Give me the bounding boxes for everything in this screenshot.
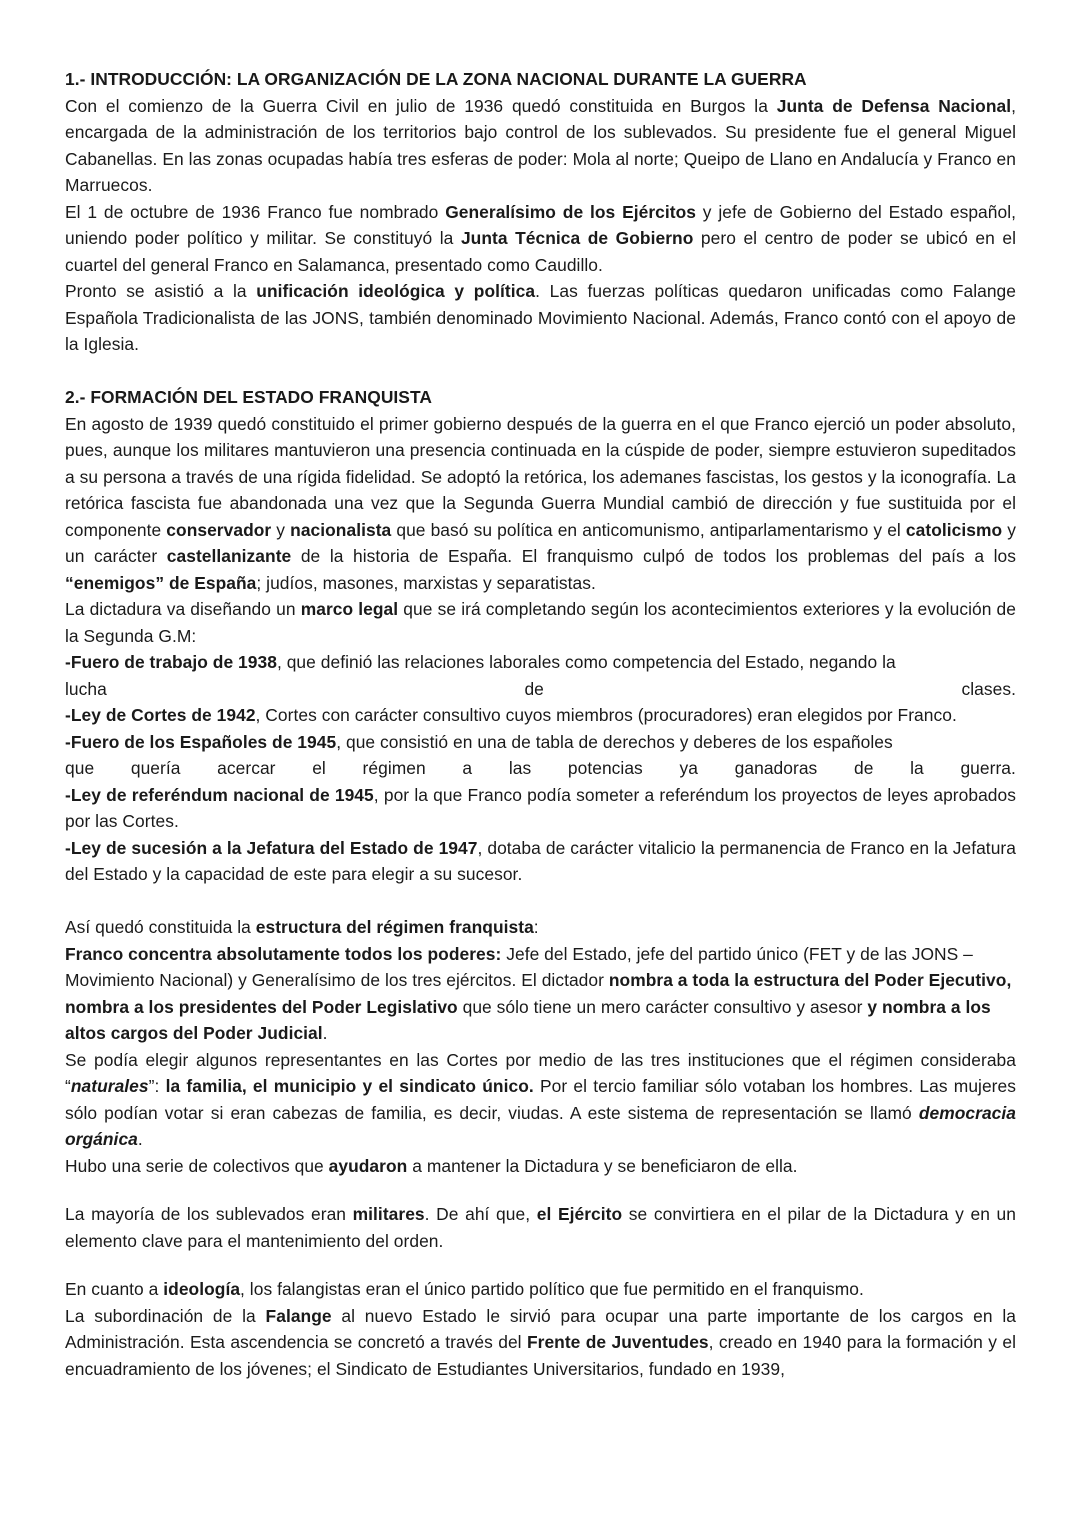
word: el: [312, 758, 326, 778]
text-run: , los falangistas eran el único partido político que fue permitido en el franquismo.: [240, 1279, 864, 1299]
text-run: que basó su política en anticomunismo, antiparlamentarismo y el: [391, 519, 906, 540]
bold-text: ideología: [163, 1279, 241, 1299]
text-run: Hubo una serie de colectivos que: [65, 1155, 329, 1176]
section-1-heading: 1.- INTRODUCCIÓN: LA ORGANIZACIÓN DE LA ZONA NACIONAL DURANTE LA GUERRA: [65, 69, 807, 89]
text-run: En agosto de 1939 quedó constituido el primer gobierno después de la guerra en el que Franco ejerció un poder absoluto, pues, aunque los militares mantuvieron una presencia continuada en la cúspide de poder, siempre estuvieron supeditados a su persona a través de una rígida fidelidad. Se adoptó la retórica, los ademanes fascistas, los gestos y la iconografía. La retórica fascista fue abandonada una vez que la Segunda Guerra Mundial cambió de dirección y fue sustituida por el componente: [65, 413, 1016, 540]
bold-text: estructura del régimen franquista: [255, 917, 534, 937]
bold-text: militares: [352, 1204, 425, 1224]
paragraph: [65, 1153, 1016, 1180]
text-run: que se irá completando según los acontecimientos exteriores y la evolución de la Segunda G.M:: [65, 599, 1016, 646]
word: la: [910, 758, 924, 778]
word: de: [524, 678, 544, 699]
bold-text: naturales: [70, 1076, 149, 1096]
paragraph: [65, 1303, 1016, 1383]
bold-text: Junta Técnica de Gobierno: [460, 228, 694, 248]
text-run: , que definió las relaciones laborales como competencia del Estado, negando la: [276, 652, 896, 672]
bold-text: nombra a toda la estructura del Poder Ejecutivo, nombra a los presidentes del Poder Legislativo: [65, 970, 1012, 1017]
bold-text: Generalísimo de los Ejércitos: [445, 201, 696, 222]
text-run: , dotaba de carácter vitalicio la permanencia de Franco en la Jefatura del Estado y la capacidad de este para elegir a su sucesor.: [65, 837, 1016, 884]
paragraph: [65, 199, 1016, 279]
word: régimen: [362, 758, 426, 778]
word: clases.: [961, 678, 1016, 699]
bold-text: castellanizante: [166, 546, 292, 566]
text-run: a mantener la Dictadura y se beneficiaron de ella.: [407, 1155, 798, 1176]
section-estructura: [65, 914, 1016, 1382]
section-formacion: [65, 384, 1016, 888]
text-run: pero el centro de poder se ubicó en el cuartel del general Franco en Salamanca, presentado como Caudillo.: [65, 228, 1016, 275]
paragraph: [65, 1276, 1016, 1303]
bold-text: “enemigos” de España: [65, 572, 257, 593]
text-run: El 1 de octubre de 1936 Franco fue nombrado: [65, 201, 446, 222]
text-run: La mayoría de los sublevados eran: [65, 1204, 353, 1224]
law-fuero-trabajo: [65, 649, 1016, 676]
bold-text: -Ley de Cortes de 1942: [65, 705, 256, 725]
bold-text: marco legal: [300, 599, 399, 619]
text-run: . Las fuerzas políticas quedaron unificadas como Falange Española Tradicionalista de las JONS, también denominado Movimiento Nacional. Además, Franco contó con el apoyo de la Iglesia.: [65, 281, 1016, 354]
bold-text: Junta de Defensa Nacional: [776, 95, 1012, 116]
text-run: .: [137, 1129, 143, 1149]
bold-text: unificación ideológica y política: [256, 281, 536, 301]
paragraph: [65, 1201, 1016, 1254]
text-run: y un carácter: [65, 519, 1016, 566]
text-run: al nuevo Estado le sirvió para ocupar una parte importante de los cargos en la Administración. Esta ascendencia se concretó a través del: [65, 1305, 1016, 1352]
word: de: [853, 758, 874, 778]
word: ganadoras: [734, 758, 818, 778]
law-ley-cortes: [65, 702, 1016, 729]
text-run: ”:: [148, 1076, 166, 1096]
word: potencias: [567, 758, 643, 778]
text-run: Se podía elegir algunos representantes en las Cortes por medio de las tres instituciones que el régimen consideraba “: [65, 1049, 1016, 1096]
text-run: :: [533, 917, 539, 937]
bold-text: conservador: [166, 519, 272, 540]
bold-text: -Ley de sucesión a la Jefatura del Estado de 1947: [65, 837, 478, 858]
paragraph: [65, 914, 1016, 941]
bold-text: catolicismo: [905, 519, 1003, 540]
bold-text: Franco concentra absolutamente todos los poderes:: [65, 943, 502, 964]
text-run: , encargada de la administración de los territorios bajo control de los sublevados. Su presidente fue el general Miguel Cabanellas. En las zonas ocupadas había tres esferas de poder: Mola al norte; Queipo de Llano en Andalucía y Franco en Marruecos.: [65, 95, 1016, 195]
law-fuero-trabajo-spread-line: [65, 676, 1016, 703]
bold-text: ayudaron: [328, 1155, 408, 1176]
paragraph: [65, 596, 1016, 649]
text-run: .: [322, 1023, 328, 1043]
word: ya: [679, 758, 698, 778]
word: que: [65, 758, 95, 778]
paragraph: [65, 1047, 1016, 1153]
bold-text: el Ejército: [536, 1204, 623, 1224]
text-run: de la historia de España. El franquismo culpó de todos los problemas del país a los: [291, 546, 1016, 566]
word: acercar: [217, 758, 276, 778]
bold-text: -Fuero de los Españoles de 1945: [65, 731, 337, 752]
paragraph: [65, 941, 1016, 1047]
bold-text: la familia, el municipio y el sindicato único.: [165, 1076, 534, 1096]
section-introduccion: [65, 66, 1016, 358]
text-run: La subordinación de la: [65, 1305, 266, 1326]
bold-text: -Ley de referéndum nacional de 1945: [65, 784, 374, 805]
bold-text: Frente de Juventudes: [526, 1332, 709, 1352]
bold-text: democracia orgánica: [65, 1102, 1016, 1149]
text-run: Así quedó constituida la: [65, 917, 256, 937]
word: quería: [130, 758, 181, 778]
text-run: y: [271, 519, 291, 540]
word: lucha: [65, 678, 107, 699]
text-run: Jefe del Estado, jefe del partido único (FET y de las JONS – Movimiento Nacional) y Generalísimo de los tres ejércitos. El dictador: [65, 943, 973, 990]
text-run: , Cortes con carácter consultivo cuyos miembros (procuradores) eran elegidos por Franco.: [255, 705, 957, 725]
text-run: , por la que Franco podía someter a referéndum los proyectos de leyes aprobados por las Cortes.: [65, 784, 1017, 831]
paragraph: [65, 411, 1016, 597]
text-run: y jefe de Gobierno del Estado español, uniendo poder político y militar. Se constituyó la: [65, 201, 1017, 248]
text-run: que sólo tiene un mero carácter consultivo y asesor: [457, 996, 868, 1017]
bold-text: nacionalista: [290, 519, 392, 540]
text-run: , que consistió en una de tabla de derechos y deberes de los españoles: [336, 731, 893, 752]
text-run: ; judíos, masones, marxistas y separatistas.: [256, 572, 596, 593]
word: las: [508, 758, 532, 778]
law-sucesion: [65, 835, 1016, 888]
law-fuero-espanoles: [65, 729, 1016, 756]
text-run: Pronto se asistió a la: [65, 281, 257, 301]
section-2-heading: 2.- FORMACIÓN DEL ESTADO FRANQUISTA: [65, 387, 432, 407]
law-fuero-espanoles-spread-line: [65, 755, 1016, 782]
text-run: se convirtiera en el pilar de la Dictadura y en un elemento clave para el mantenimiento del orden.: [65, 1204, 1016, 1251]
law-referendum: [65, 782, 1016, 835]
text-run: La dictadura va diseñando un: [65, 599, 301, 619]
bold-text: y nombra a los altos cargos del Poder Judicial: [65, 996, 991, 1043]
word: a: [462, 758, 473, 778]
text-run: . De ahí que,: [424, 1204, 537, 1224]
text-run: , creado en 1940 para la formación y el encuadramiento de los jóvenes; el Sindicato de Estudiantes Universitarios, fundado en 1939,: [65, 1332, 1016, 1379]
text-run: En cuanto a: [65, 1279, 164, 1299]
text-run: Con el comienzo de la Guerra Civil en julio de 1936 quedó constituida en Burgos la: [65, 95, 777, 116]
paragraph: [65, 93, 1016, 199]
bold-text: -Fuero de trabajo de 1938: [65, 652, 277, 672]
word: guerra.: [960, 758, 1016, 778]
paragraph: [65, 278, 1016, 358]
text-run: Por el tercio familiar sólo votaban los hombres. Las mujeres sólo podían votar si eran cabezas de familia, es decir, viudas. A este sistema de representación se llamó: [65, 1076, 1016, 1123]
bold-text: Falange: [265, 1305, 332, 1326]
